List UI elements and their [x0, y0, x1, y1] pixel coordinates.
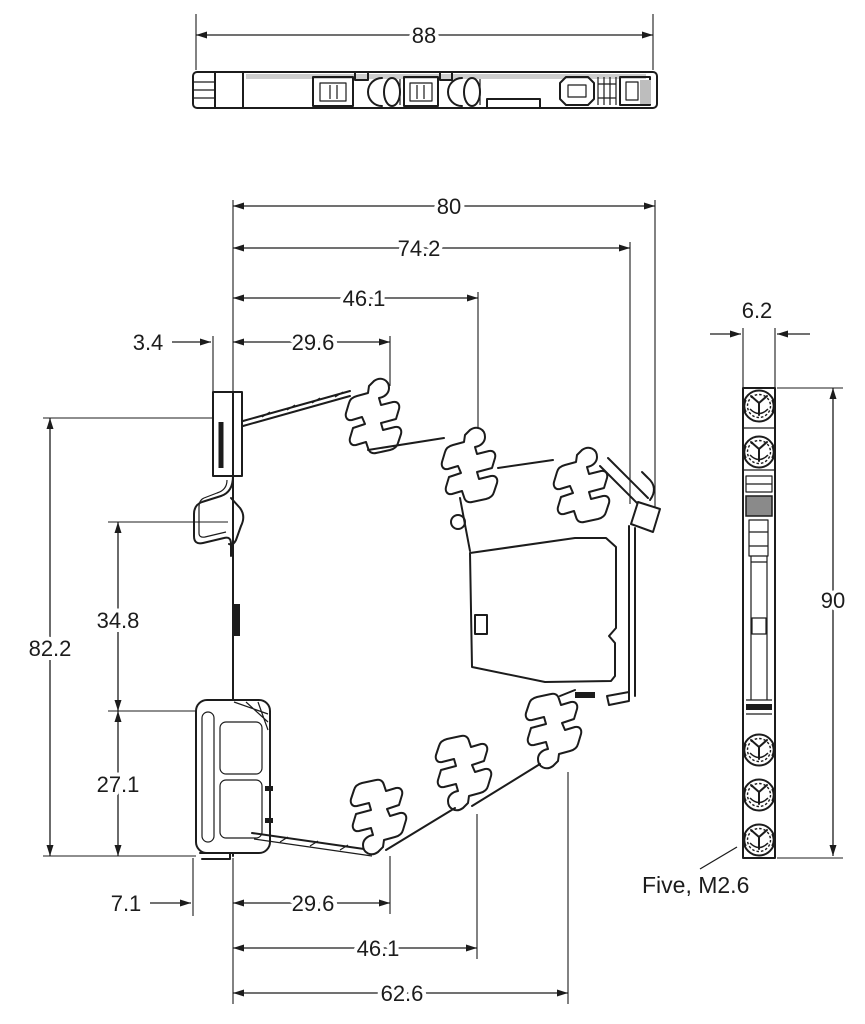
- dim-label-29-6-top: 29.6: [291, 330, 335, 355]
- upper-terminal-clamp-2: [442, 428, 498, 502]
- dim-label-34-8: 34.8: [96, 608, 140, 633]
- dim-label-6-2: 6.2: [741, 298, 773, 323]
- dim-label-82-2: 82.2: [28, 636, 72, 661]
- dim-label-90: 90: [820, 588, 846, 613]
- dim-label-29-6-bottom: 29.6: [291, 891, 335, 916]
- dimension-7-1: [111, 891, 191, 916]
- dim-label-46-1-bottom: 46.1: [356, 936, 400, 961]
- side-view: [29, 194, 660, 1006]
- dimension-27-1: [97, 711, 140, 856]
- hatched-block: [746, 496, 772, 516]
- relay-body: [234, 515, 616, 698]
- screw-note: [642, 847, 749, 898]
- dimension-46-1-bottom: [233, 936, 477, 961]
- upper-terminal-clamp-3: [554, 448, 610, 522]
- dimension-74-2: [233, 236, 630, 261]
- dim-label-27-1: 27.1: [96, 772, 140, 797]
- dimension-6-2: [710, 298, 810, 334]
- front-view-housing: [743, 388, 775, 858]
- bottom-edge: [252, 833, 378, 856]
- dimension-29-6-top: [233, 330, 390, 355]
- top-slanted-edge: [243, 391, 350, 426]
- front-view: [642, 298, 845, 898]
- lower-terminal-clamp-3: [526, 694, 582, 768]
- dim-label-88: 88: [411, 23, 437, 48]
- terminal-mark: [575, 692, 595, 698]
- back-edge-mark: [234, 604, 240, 636]
- dimension-34-8: [97, 522, 140, 711]
- dim-label-74-2: 74.2: [397, 236, 441, 261]
- dimension-82-2: [29, 418, 72, 856]
- dim-label-7-1: 7.1: [110, 891, 142, 916]
- dimension-overall-width-88: [196, 14, 653, 70]
- upper-terminal-clamp-1: [346, 379, 402, 453]
- pilot-hole: [451, 515, 465, 529]
- top-view: [193, 14, 657, 108]
- dim-label-46-1-top: 46.1: [342, 286, 386, 311]
- dimension-80: [233, 194, 655, 219]
- dim-label-80: 80: [436, 194, 462, 219]
- screw-head-2: [744, 437, 775, 468]
- top-view-housing: [193, 72, 657, 108]
- dim-label-3-4: 3.4: [132, 330, 164, 355]
- dimension-46-1-top: [233, 286, 478, 311]
- dimension-62-6: [233, 981, 568, 1006]
- dim-label-62-6: 62.6: [380, 981, 424, 1006]
- dimension-90: [821, 388, 845, 856]
- dimension-29-6-bottom: [233, 891, 390, 916]
- screw-head-4: [744, 780, 775, 811]
- screw-head-1: [744, 391, 775, 422]
- screw-head-5: [744, 825, 775, 856]
- dimension-3-4: [133, 330, 211, 355]
- screw-head-3: [744, 735, 775, 766]
- screw-note-label: Five, M2.6: [642, 872, 750, 898]
